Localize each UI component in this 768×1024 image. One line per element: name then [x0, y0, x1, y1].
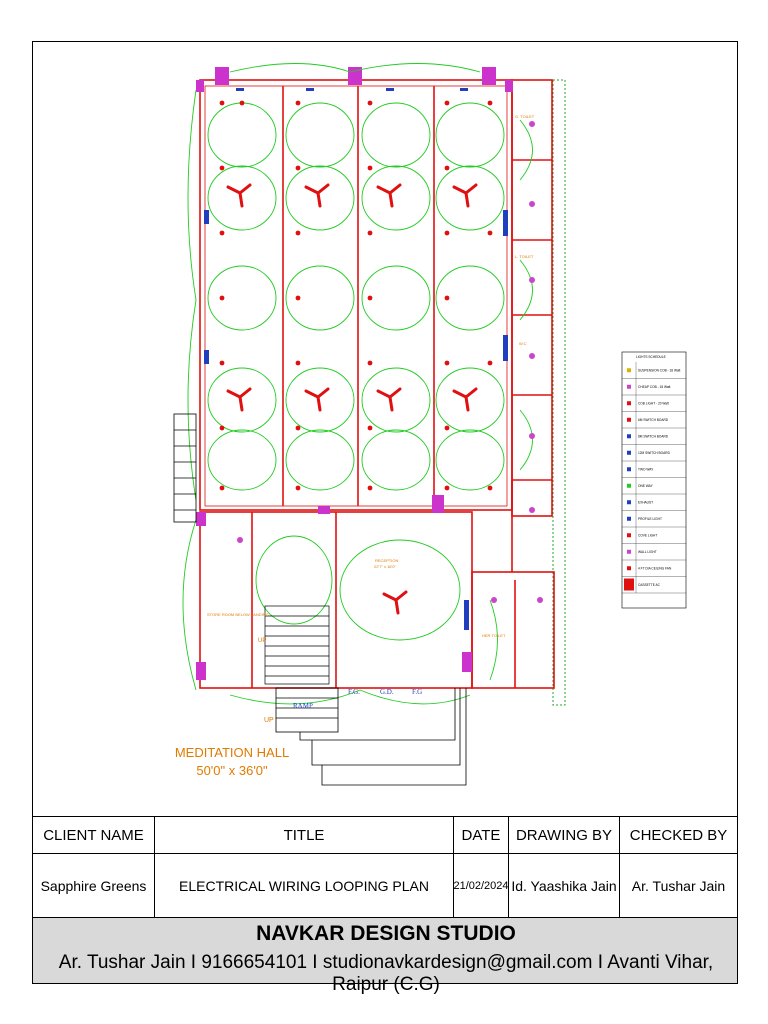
drawing-by-value: Id. Yaashika Jain [508, 853, 620, 918]
lights-schedule-legend [622, 352, 686, 608]
fg-left-label: F.G. [348, 688, 360, 696]
checked-by-header: CHECKED BY [619, 816, 738, 854]
legend-item-label: SUSPENSION COB - 18 Watt [638, 368, 681, 373]
one-way-icon [627, 484, 631, 488]
legend-item-label: EXHAUST [638, 500, 654, 505]
hall-title: MEDITATION HALL [174, 745, 290, 760]
fg-right-label: F.G [412, 688, 423, 696]
studio-name: NAVKAR DESIGN STUDIO [256, 922, 516, 945]
legend-item-label: PROFILE LIGHT [638, 516, 662, 521]
legend-item-label: ONE WAY [638, 483, 653, 488]
title-value: ELECTRICAL WIRING LOOPING PLAN [154, 853, 454, 918]
8m-switch-board-icon [627, 434, 631, 438]
reception-label: RECEPTION [375, 558, 399, 563]
exhaust-icon [627, 500, 631, 504]
legend-item-label: 12M SWITCH BOARD [638, 450, 670, 455]
date-header: DATE [453, 816, 509, 854]
cob-light-icon [627, 401, 631, 405]
columns [196, 67, 513, 680]
title-header: TITLE [154, 816, 454, 854]
ceiling-fans [228, 185, 476, 613]
cheap-cob-icon [627, 385, 631, 389]
gd-label: G.D. [380, 688, 394, 696]
side-stair [174, 414, 196, 522]
date-value: 21/02/2024 [453, 853, 509, 918]
legend-item-label: TWO WAY [638, 467, 654, 472]
reception-size-label: 22'7" x 16'0" [374, 564, 396, 569]
legend-item-label: COB LIGHT - 20 Watt [638, 401, 669, 406]
wc-label: W.C [519, 341, 527, 346]
cob-lights [220, 101, 493, 491]
up-ramp-label: UP [264, 717, 274, 724]
legend-item-label: CASSETTE AC [638, 582, 660, 587]
6m-switch-board-icon [627, 418, 631, 422]
two-way-icon [627, 467, 631, 471]
checked-by-value: Ar. Tushar Jain [619, 853, 738, 918]
switch-boards [204, 88, 508, 630]
cassette-ac-icon [624, 579, 634, 591]
her-toilet-label: HER TOILET [482, 633, 506, 638]
studio-footer [32, 917, 738, 995]
gents-toilet-label: G. TOILET [515, 114, 535, 119]
legend-title: LIGHTS SCHEDULE [636, 355, 666, 359]
ceiling-fan-icon [627, 566, 631, 570]
client-name-value: Sapphire Greens [32, 853, 155, 918]
legend-item-label: WALL LIGHT [638, 549, 657, 554]
cove-light-icon [627, 533, 631, 537]
hall-size: 50'0" x 36'0" [196, 763, 268, 778]
client-name-header: CLIENT NAME [32, 816, 155, 854]
ramp-label: RAMP [293, 702, 313, 710]
legend-item-label: 4 FT DIA CEILING FAN [638, 566, 672, 571]
12m-switch-board-icon [627, 451, 631, 455]
profile-light-icon [627, 517, 631, 521]
up-stair-label: UP [258, 638, 267, 644]
studio-contact: Ar. Tushar Jain I 9166654101 I studionavkardesign@gmail.com I Avanti Vihar, Raipur (C.G) [58, 952, 714, 995]
ladies-toilet-label: L. TOILET [515, 254, 534, 259]
suspension-cob-icon [627, 368, 631, 372]
store-room-label: STORE ROOM BELOW LANDING [207, 612, 269, 617]
legend-item-label: CHEAP COB - 18 Watt [638, 384, 671, 389]
legend-item-label: COVE LIGHT [638, 533, 658, 538]
legend-item-label: 6M SWITCH BOARD [638, 417, 669, 422]
wall-light-icon [627, 550, 631, 554]
legend-item-label: 8M SWITCH BOARD [638, 434, 669, 439]
drawing-by-header: DRAWING BY [508, 816, 620, 854]
